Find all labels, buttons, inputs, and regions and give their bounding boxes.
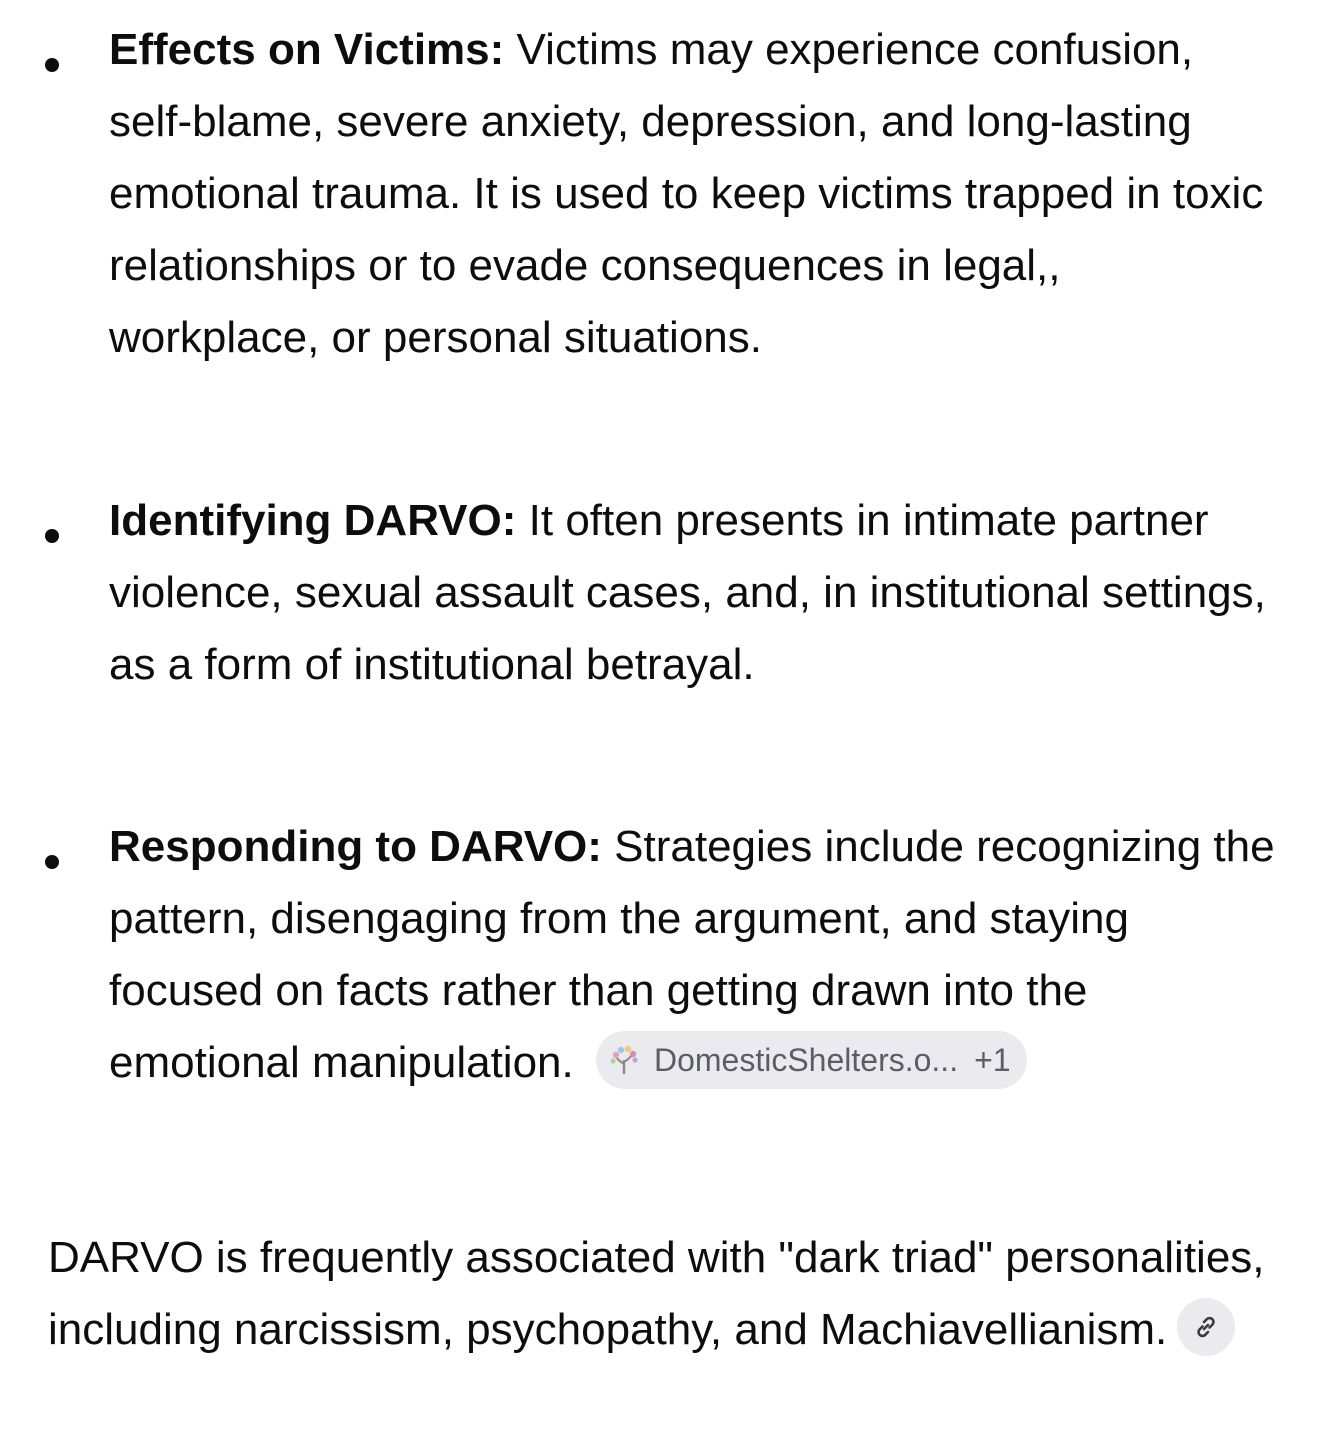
bullet-heading: Responding to DARVO: <box>109 822 602 871</box>
list-item <box>0 14 1320 374</box>
bullet-text: It often presents in intimate partner violence, sexual assault cases, and, in institutional settings, as a form of institutional betrayal. <box>109 496 1266 689</box>
link-icon <box>1192 1313 1220 1341</box>
bullet-dot <box>45 58 59 72</box>
bullet-text: Strategies include recognizing the pattern, disengaging from the argument, and staying focused on facts rather than getting drawn into the emotional manipulation. <box>109 822 1275 1087</box>
bullet-heading: Identifying DARVO: <box>109 496 517 545</box>
tree-logo-icon <box>606 1042 642 1078</box>
bullet-dot <box>45 855 59 869</box>
bullet-text: Victims may experience confusion, self-blame, severe anxiety, depression, and long-lasting emotional trauma. It is used to keep victims trapped in toxic relationships or to evade consequences in legal,, workplace, or personal situations. <box>109 25 1264 362</box>
list-item <box>0 811 1320 1099</box>
bullet-heading: Effects on Victims: <box>109 25 505 74</box>
source-citation-chip[interactable] <box>596 1031 1027 1089</box>
link-citation-button[interactable] <box>1177 1298 1235 1356</box>
paragraph-text: DARVO is frequently associated with "dark triad" personalities, including narcissism, psychopathy, and Machiavellianism. <box>48 1233 1265 1354</box>
source-chip-label: DomesticShelters.o... <box>653 1042 959 1079</box>
summary-paragraph <box>48 1222 1288 1366</box>
source-chip-more: +1 <box>974 1042 1011 1079</box>
list-item <box>0 485 1320 701</box>
bullet-dot <box>45 529 59 543</box>
